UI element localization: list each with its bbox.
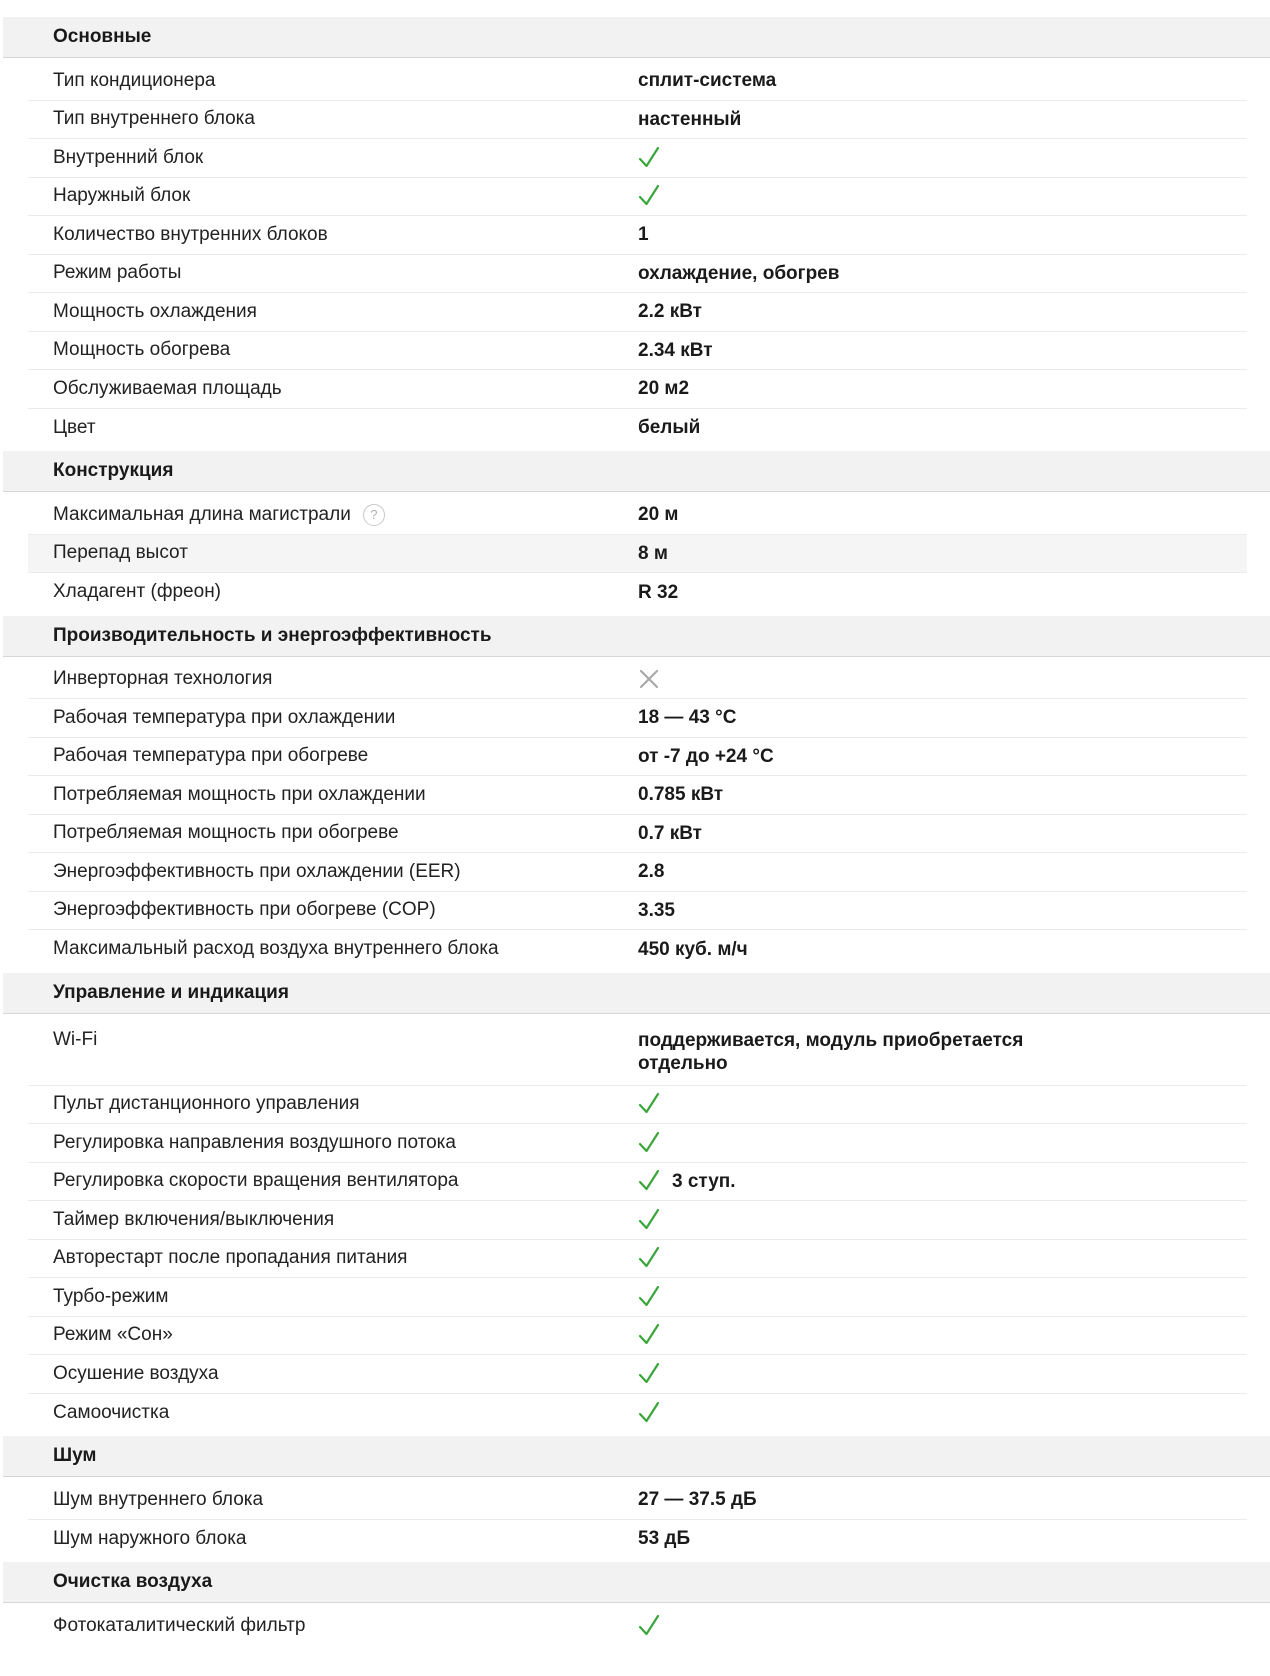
section-rows xyxy=(0,1014,1270,1437)
spec-label: Турбо-режим xyxy=(53,1285,169,1307)
check-icon xyxy=(638,1361,660,1387)
spec-value-cell xyxy=(638,745,1028,768)
spec-label-cell xyxy=(28,262,638,284)
spec-label-cell xyxy=(28,1402,638,1424)
spec-value-cell xyxy=(638,1168,1028,1194)
spec-row xyxy=(28,139,1247,178)
spec-value-cell xyxy=(638,1527,1028,1550)
spec-value-cell xyxy=(638,1091,1028,1117)
spec-value-extra: 3 ступ. xyxy=(672,1170,736,1192)
spec-row xyxy=(28,1607,1247,1646)
check-icon xyxy=(638,145,660,171)
spec-label-cell xyxy=(28,378,638,400)
check-icon xyxy=(638,1613,660,1639)
spec-row xyxy=(28,1520,1247,1559)
spec-row xyxy=(28,293,1247,332)
spec-label-cell xyxy=(28,1324,638,1346)
spec-value-cell xyxy=(638,860,1028,883)
spec-label: Потребляемая мощность при охлаждении xyxy=(53,783,426,805)
spec-label-cell xyxy=(28,1093,638,1115)
check-icon xyxy=(638,1207,660,1233)
spec-value: сплит-система xyxy=(638,70,777,92)
spec-value: 20 м xyxy=(638,504,679,526)
spec-row xyxy=(28,1394,1247,1433)
spec-row xyxy=(28,1317,1247,1356)
section-rows xyxy=(0,58,1270,451)
spec-value-cell xyxy=(638,183,1028,209)
spec-row xyxy=(28,699,1247,738)
spec-label-cell xyxy=(28,938,638,960)
spec-label-cell xyxy=(28,1170,638,1192)
spec-label: Максимальная длина магистрали xyxy=(53,503,351,525)
spec-label: Тип кондиционера xyxy=(53,69,216,91)
spec-value: от -7 до +24 °C xyxy=(638,745,774,767)
spec-label-cell xyxy=(28,1489,638,1511)
spec-row xyxy=(28,216,1247,255)
spec-row xyxy=(28,1163,1247,1202)
spec-label-cell xyxy=(28,224,638,246)
spec-label: Фотокаталитический фильтр xyxy=(53,1615,306,1637)
spec-label-cell xyxy=(28,504,638,526)
spec-label: Шум наружного блока xyxy=(53,1527,247,1549)
spec-value-cell xyxy=(638,416,1028,439)
spec-row xyxy=(28,1018,1247,1086)
section-header xyxy=(3,973,1270,1014)
section-header xyxy=(3,616,1270,657)
spec-label: Регулировка направления воздушного потока xyxy=(53,1131,456,1153)
spec-label: Потребляемая мощность при обогреве xyxy=(53,822,399,844)
spec-value-cell xyxy=(638,300,1028,323)
spec-label: Хладагент (фреон) xyxy=(53,581,222,603)
spec-value-cell xyxy=(638,822,1028,845)
spec-value-cell xyxy=(638,938,1028,961)
spec-row xyxy=(28,332,1247,371)
section-title: Очистка воздуха xyxy=(53,1571,213,1592)
spec-label-cell xyxy=(28,70,638,92)
spec-value: 2.8 xyxy=(638,861,665,883)
spec-label: Тип внутреннего блока xyxy=(53,108,255,130)
spec-value-cell xyxy=(638,1361,1028,1387)
spec-label-cell xyxy=(28,707,638,729)
spec-label-cell xyxy=(28,108,638,130)
spec-value-cell xyxy=(638,377,1028,400)
section-rows xyxy=(0,492,1270,616)
spec-value-cell xyxy=(638,1207,1028,1233)
spec-row xyxy=(28,1355,1247,1394)
spec-label-cell xyxy=(28,417,638,439)
spec-label-cell xyxy=(28,668,638,690)
spec-value: 18 — 43 °C xyxy=(638,707,737,729)
spec-value: R 32 xyxy=(638,581,679,603)
spec-value-cell xyxy=(638,1400,1028,1426)
spec-value: 8 м xyxy=(638,542,668,564)
spec-label-cell xyxy=(28,147,638,169)
spec-value-cell xyxy=(638,339,1028,362)
spec-value: 0.7 кВт xyxy=(638,822,702,844)
section-rows xyxy=(0,657,1270,973)
spec-label-cell xyxy=(28,1363,638,1385)
spec-label-cell xyxy=(28,822,638,844)
spec-value-cell xyxy=(638,503,1028,526)
spec-value-cell xyxy=(638,145,1028,171)
check-icon xyxy=(638,1130,660,1156)
spec-label: Самоочистка xyxy=(53,1401,170,1423)
spec-label: Режим «Сон» xyxy=(53,1324,173,1346)
section-rows xyxy=(0,1477,1270,1562)
spec-value-cell xyxy=(638,1245,1028,1271)
spec-value: 450 куб. м/ч xyxy=(638,938,748,960)
spec-label: Авторестарт после пропадания питания xyxy=(53,1247,408,1269)
spec-row xyxy=(28,738,1247,777)
spec-value-cell xyxy=(638,1613,1028,1639)
spec-label: Инверторная технология xyxy=(53,668,273,690)
spec-value-cell xyxy=(638,262,1028,285)
spec-row xyxy=(28,370,1247,409)
spec-label: Рабочая температура при обогреве xyxy=(53,745,369,767)
spec-row xyxy=(28,1240,1247,1279)
spec-value-cell xyxy=(638,783,1028,806)
spec-value-cell xyxy=(638,1029,1028,1075)
section-title: Основные xyxy=(53,26,152,47)
spec-label-cell xyxy=(28,899,638,921)
spec-row xyxy=(28,1481,1247,1520)
spec-row xyxy=(28,1124,1247,1163)
spec-label: Обслуживаемая площадь xyxy=(53,377,282,399)
spec-label: Максимальный расход воздуха внутреннего блока xyxy=(53,938,499,960)
help-icon[interactable]: ? xyxy=(363,504,385,526)
spec-label: Пульт дистанционного управления xyxy=(53,1093,360,1115)
spec-label: Перепад высот xyxy=(53,542,188,564)
spec-row xyxy=(28,573,1247,612)
spec-value-cell xyxy=(638,666,1028,692)
spec-label: Мощность охлаждения xyxy=(53,300,257,322)
spec-value-cell xyxy=(638,1488,1028,1511)
spec-value-cell xyxy=(638,69,1028,92)
spec-label-cell xyxy=(28,1286,638,1308)
spec-value: настенный xyxy=(638,108,742,130)
spec-label-cell xyxy=(28,1247,638,1269)
spec-label-cell xyxy=(28,185,638,207)
spec-row xyxy=(28,853,1247,892)
spec-row xyxy=(28,1086,1247,1125)
spec-label-cell xyxy=(28,301,638,323)
spec-value-cell xyxy=(638,108,1028,131)
spec-value-cell xyxy=(638,581,1028,604)
spec-row xyxy=(28,62,1247,101)
spec-label: Таймер включения/выключения xyxy=(53,1208,335,1230)
spec-label-cell xyxy=(28,784,638,806)
spec-row xyxy=(28,892,1247,931)
section-rows xyxy=(0,1603,1270,1650)
check-icon xyxy=(638,1322,660,1348)
spec-label: Количество внутренних блоков xyxy=(53,223,328,245)
check-icon xyxy=(638,1400,660,1426)
spec-label-cell xyxy=(28,339,638,361)
spec-value: поддерживается, модуль приобретается отдельно xyxy=(638,1029,1024,1074)
spec-row xyxy=(28,101,1247,140)
spec-label: Режим работы xyxy=(53,262,182,284)
spec-label: Мощность обогрева xyxy=(53,339,231,361)
section-header xyxy=(3,1436,1270,1477)
spec-label-cell xyxy=(28,745,638,767)
spec-value: 20 м2 xyxy=(638,378,690,400)
spec-label: Осушение воздуха xyxy=(53,1362,219,1384)
spec-row xyxy=(28,815,1247,854)
spec-label-cell xyxy=(28,1029,638,1051)
section-header xyxy=(3,17,1270,58)
spec-value-cell xyxy=(638,899,1028,922)
check-icon xyxy=(638,1284,660,1310)
section-title: Шум xyxy=(53,1445,97,1466)
spec-value-cell xyxy=(638,706,1028,729)
spec-value: 0.785 кВт xyxy=(638,784,724,806)
spec-label: Шум внутреннего блока xyxy=(53,1488,264,1510)
section-header xyxy=(3,451,1270,492)
spec-row xyxy=(28,1201,1247,1240)
cross-icon xyxy=(638,666,660,692)
section-header xyxy=(3,1562,1270,1603)
spec-label-cell xyxy=(28,542,638,564)
check-icon xyxy=(638,1245,660,1271)
check-icon xyxy=(638,1091,660,1117)
check-icon xyxy=(638,183,660,209)
spec-value: белый xyxy=(638,417,701,439)
spec-label: Регулировка скорости вращения вентилятора xyxy=(53,1170,459,1192)
section-title: Конструкция xyxy=(53,460,174,481)
spec-row xyxy=(28,178,1247,217)
spec-row xyxy=(28,776,1247,815)
spec-label: Наружный блок xyxy=(53,185,191,207)
spec-row xyxy=(28,409,1247,448)
spec-row xyxy=(28,496,1247,535)
spec-row xyxy=(28,1278,1247,1317)
spec-value-cell xyxy=(638,1322,1028,1348)
spec-label-cell xyxy=(28,1209,638,1231)
spec-label: Энергоэффективность при охлаждении (EER) xyxy=(53,860,461,882)
spec-value-cell xyxy=(638,1130,1028,1156)
spec-value: 3.35 xyxy=(638,899,675,921)
spec-value: 53 дБ xyxy=(638,1528,691,1550)
spec-label-cell xyxy=(28,1528,638,1550)
spec-row xyxy=(28,930,1247,969)
spec-label: Рабочая температура при охлаждении xyxy=(53,706,396,728)
spec-label: Энергоэффективность при обогреве (COP) xyxy=(53,899,436,921)
spec-value-cell xyxy=(638,542,1028,565)
spec-label-cell xyxy=(28,1615,638,1637)
spec-label: Цвет xyxy=(53,416,96,438)
spec-row xyxy=(28,661,1247,700)
section-title: Производительность и энергоэффективность xyxy=(53,624,492,646)
section-title: Управление и индикация xyxy=(53,981,289,1003)
spec-row xyxy=(28,255,1247,294)
check-icon xyxy=(638,1168,660,1194)
spec-label-cell xyxy=(28,861,638,883)
spec-value: 1 xyxy=(638,224,649,246)
spec-value: 2.34 кВт xyxy=(638,339,713,361)
spec-value-cell xyxy=(638,223,1028,246)
spec-value: 27 — 37.5 дБ xyxy=(638,1489,757,1511)
spec-label-cell xyxy=(28,1132,638,1154)
spec-label: Wi-Fi xyxy=(53,1028,98,1050)
spec-value: охлаждение, обогрев xyxy=(638,262,840,284)
spec-value-cell xyxy=(638,1284,1028,1310)
spec-label-cell xyxy=(28,581,638,603)
spec-label: Внутренний блок xyxy=(53,146,204,168)
spec-row xyxy=(28,535,1247,574)
spec-value: 2.2 кВт xyxy=(638,301,702,323)
